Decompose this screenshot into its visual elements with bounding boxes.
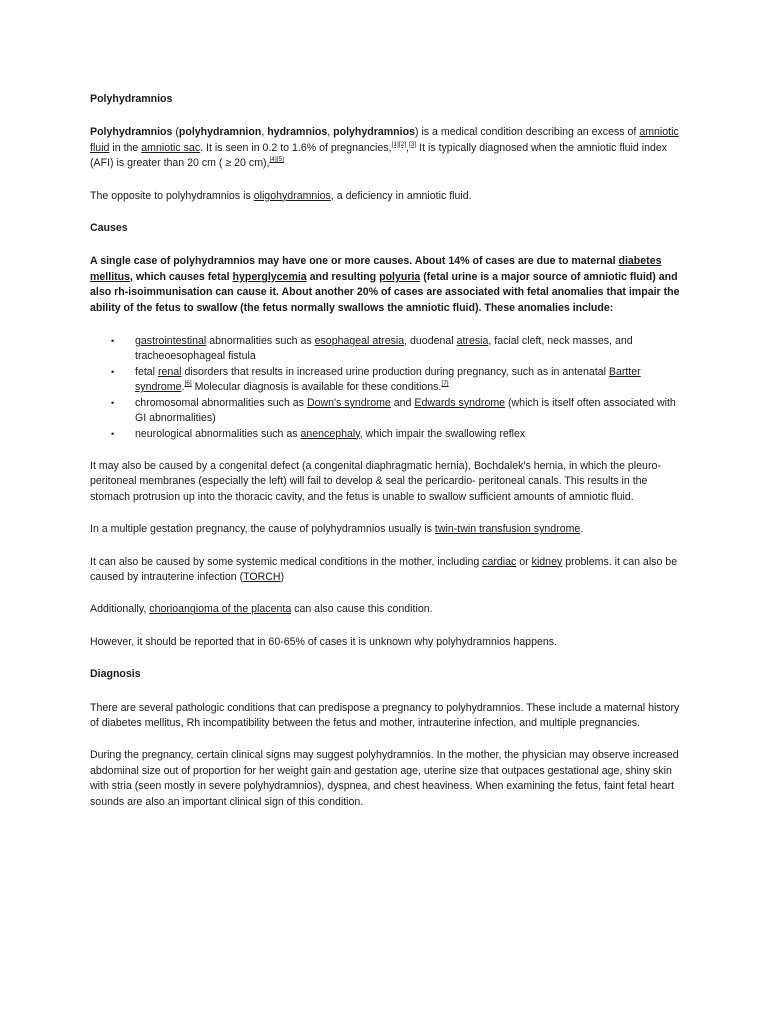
link-anencephaly[interactable]: anencephaly xyxy=(300,427,360,440)
link-diabetes-mellitus[interactable]: diabetes mellitus xyxy=(90,255,662,283)
citation-link[interactable]: [1][2] xyxy=(391,140,407,148)
paragraph-text: and resulting xyxy=(306,270,380,283)
paragraph-text: , a deficiency in amniotic fluid. xyxy=(330,189,472,202)
diagnosis-paragraph-2: During the pregnancy, certain clinical signs may suggest polyhydramnios. In the mother, the physician may observe increased abdominal size out of proportion for her weight gain and gestation age, uterine size that outpaces gestational age, shiny skin with stria (seen mostly in severe polyhydramnios), dyspnea, and chest heaviness. When examining the fetus, faint fetal heart sounds are also an important clinical sign of this condition. xyxy=(90,749,679,808)
list-text: Molecular diagnosis is available for these conditions. xyxy=(191,381,442,394)
link-oligohydramnios[interactable]: oligohydramnios xyxy=(253,189,331,202)
citation-link[interactable]: [3] xyxy=(408,140,417,148)
bullet-marker: • xyxy=(111,397,115,408)
congenital-paragraph: It may also be caused by a congenital defect (a congenital diaphragmatic hernia), Bochdalek's hernia, in which the pleuro-peritoneal membranes (especially the left) will fail to develop & seal the pericardio- peritoneal canals. This results in the stomach protrusion up into the thoracic cavity, and the fetus is unable to swallow sufficient amounts of amniotic fluid. xyxy=(90,459,661,503)
paragraph-text: (fetal urine is a major source of amniotic fluid) and also rh-isoimmunisation can cause it. About another 20% of cases are associated with fetal anomalies that impair the ability of the fetus to swallow (the fetus normally swallows the amniotic fluid). These anomalies include: xyxy=(90,270,680,314)
intro-synonym: polyhydramnion xyxy=(178,126,262,139)
intro-text: ) is a medical condition describing an excess of xyxy=(414,126,640,139)
intro-synonym: hydramnios xyxy=(267,126,328,139)
intro-term: Polyhydramnios xyxy=(90,126,173,139)
document-page xyxy=(90,92,680,827)
list-text: , duodenal xyxy=(404,335,457,348)
additionally-paragraph xyxy=(90,602,680,617)
paragraph-text: In a multiple gestation pregnancy, the cause of polyhydramnios usually is xyxy=(90,523,435,536)
document-title: Polyhydramnios xyxy=(90,93,173,105)
paragraph-text: The opposite to polyhydramnios is xyxy=(90,189,254,202)
link-downs-syndrome[interactable]: Down's syndrome xyxy=(306,396,391,409)
link-atresia[interactable]: atresia xyxy=(456,335,489,348)
link-amniotic-sac[interactable]: amniotic sac xyxy=(141,141,201,154)
anomalies-list xyxy=(90,334,680,442)
paragraph-text: Additionally, xyxy=(90,603,150,616)
citation-ref xyxy=(269,156,283,163)
paragraph-text: ) xyxy=(280,570,285,583)
paragraph-text: It can also be caused by some systemic medical conditions in the mother, including xyxy=(90,555,483,568)
link-amniotic-fluid[interactable]: amniotic fluid xyxy=(90,126,679,154)
intro-text: in the xyxy=(109,141,142,154)
intro-text: , xyxy=(261,126,268,139)
list-item xyxy=(90,396,680,427)
citation-link[interactable]: [4][5] xyxy=(269,156,284,164)
paragraph-text: . xyxy=(580,523,584,536)
list-text: neurological abnormalities such as xyxy=(135,427,301,440)
link-edwards-syndrome[interactable]: Edwards syndrome xyxy=(414,396,506,409)
list-text: chromosomal abnormalities such as xyxy=(135,396,307,409)
link-polyuria[interactable]: polyuria xyxy=(379,270,421,283)
paragraph-text: can also cause this condition. xyxy=(291,603,433,616)
unknown-cause-paragraph: However, it should be reported that in 60-65% of cases it is unknown why polyhydramnios happens. xyxy=(90,635,557,648)
list-item xyxy=(90,334,680,365)
bullet-marker: • xyxy=(111,366,115,377)
paragraph-text: problems. it can also be caused by intrauterine infection ( xyxy=(90,555,678,583)
bullet-marker: • xyxy=(111,428,115,439)
intro-synonym: polyhydramnios xyxy=(333,126,415,139)
link-renal[interactable]: renal xyxy=(157,365,182,378)
link-torch[interactable]: TORCH xyxy=(243,570,281,583)
list-item xyxy=(90,365,680,396)
list-text: , facial cleft, neck masses, and tracheoesophageal fistula xyxy=(135,335,633,363)
causes-paragraph xyxy=(90,254,680,316)
paragraph-text: , which causes fetal xyxy=(130,270,233,283)
bullet-marker: • xyxy=(111,336,115,347)
intro-text: , xyxy=(406,141,409,154)
opposite-paragraph xyxy=(90,189,680,204)
intro-text: ( xyxy=(172,126,179,139)
intro-text: It is typically diagnosed when the amniotic fluid index (AFI) is greater than 20 cm ( ≥ 20 cm), xyxy=(90,141,668,170)
list-text: fetal xyxy=(135,365,158,378)
diagnosis-heading: Diagnosis xyxy=(90,668,141,681)
systemic-paragraph xyxy=(90,555,680,586)
citation-ref xyxy=(441,380,448,387)
citation-ref xyxy=(392,141,406,148)
causes-heading: Causes xyxy=(90,222,128,235)
citation-ref xyxy=(184,380,191,387)
citation-link[interactable]: [6] xyxy=(184,380,192,388)
paragraph-text: A single case of polyhydramnios may have one or more causes. About 14% of cases are due to maternal xyxy=(90,255,619,268)
list-text: and xyxy=(390,396,415,409)
list-text: (which is itself often associated with GI abnormalities) xyxy=(135,396,676,425)
diagnosis-paragraph-1: There are several pathologic conditions that can predispose a pregnancy to polyhydramnios. These include a maternal history of diabetes mellitus, Rh incompatibility between the fetus and mother, intrauterine infection, and multiple pregnancies. xyxy=(90,701,680,729)
list-text: abnormalities such as xyxy=(206,335,315,348)
paragraph-text: or xyxy=(516,555,532,568)
link-kidney[interactable]: kidney xyxy=(531,555,563,568)
link-chorioangioma[interactable]: chorioangioma of the placenta xyxy=(149,603,292,616)
multiple-gestation-paragraph xyxy=(90,522,680,537)
intro-text: . It is seen in 0.2 to 1.6% of pregnancies, xyxy=(200,141,392,154)
link-bartter-syndrome[interactable]: Bartter syndrome xyxy=(135,365,641,394)
citation-link[interactable]: [7] xyxy=(441,380,449,388)
link-gastrointestinal[interactable]: gastrointestinal xyxy=(135,335,207,348)
list-item xyxy=(90,427,680,442)
list-text: disorders that results in increased urine production during pregnancy, such as in antenatal xyxy=(181,365,609,378)
link-twin-twin-transfusion[interactable]: twin-twin transfusion syndrome xyxy=(434,523,581,536)
intro-text: , xyxy=(327,126,334,139)
link-esophageal-atresia[interactable]: esophageal atresia xyxy=(314,335,405,348)
list-text: . xyxy=(181,381,185,394)
intro-paragraph xyxy=(90,125,680,171)
link-hyperglycemia[interactable]: hyperglycemia xyxy=(232,270,307,283)
list-text: , which impair the swallowing reflex xyxy=(359,427,526,440)
link-cardiac[interactable]: cardiac xyxy=(482,555,517,568)
